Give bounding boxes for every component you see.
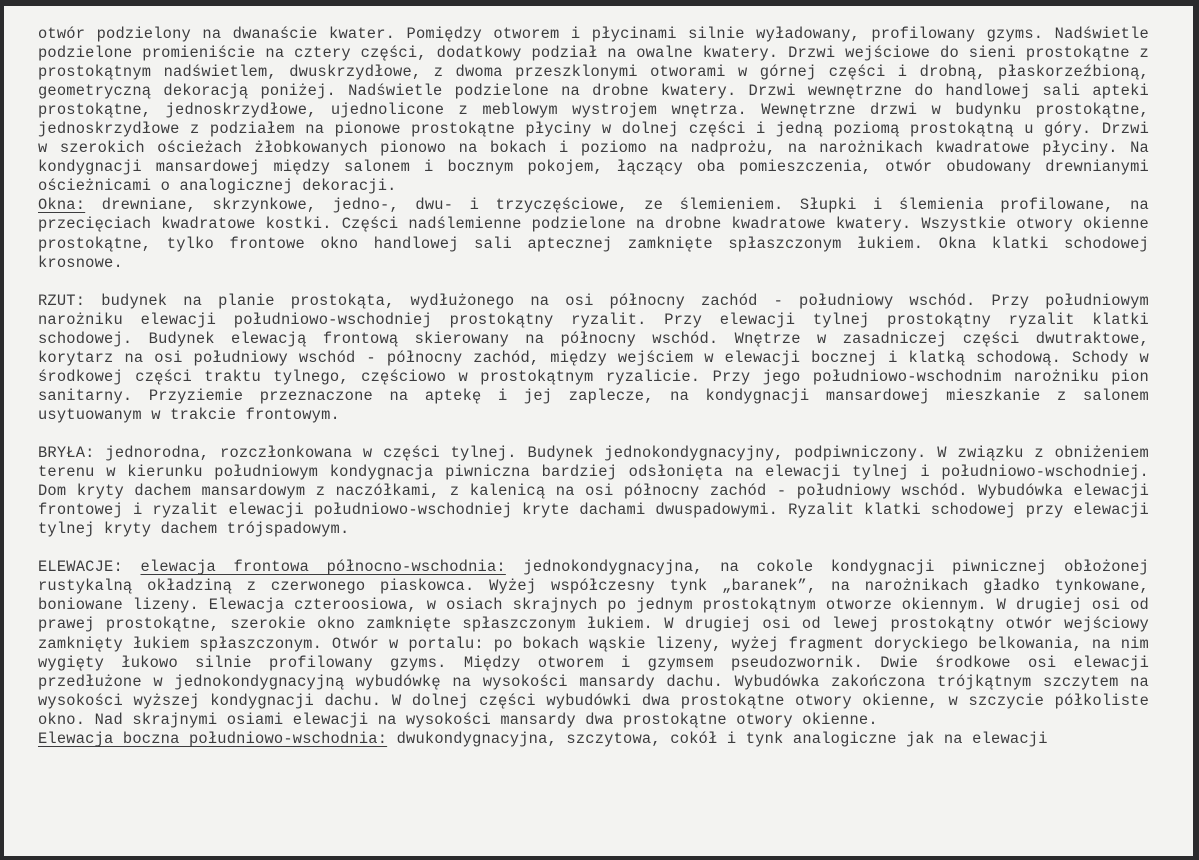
- elevations-heading: ELEWACJE:: [38, 558, 123, 577]
- elevations-section: [38, 558, 1149, 729]
- front-elevation-text: jednokondygnacyjna, na cokole kondygnacji piwnicznej obłożonej rustykalną okładziną z czerwonego piaskowca. Wyżej współczesny tynk „baranek”, na narożnikach gładko tynkowane, boniowane lizeny. Elewacja czteroosiowa, w osiach skrajnych po jednym prostokątnym otworze okiennym. W drugiej osi od prawej prostokątne, szerokie okno zamknięte spłaszczonym łukiem. W drugiej osi od lewej prostokątny otwór wejściowy zamknięty łukiem spłaszczonym. Otwór w portalu: po bokach wąskie lizeny, wyżej fragment doryckiego belkowania, na nim wygięty łukowo silnie profilowany gzyms. Między otworem i gzymsem pseudozwornik. Dwie środkowe osi elewacji przedłużone w jednokondygnacyjną wybudówkę na wysokości mansardy dachu. Wybudówka zakończona trójkątnym szczytem na wysokości wyższej kondygnacji dachu. W dolnej części wybudówki dwa prostokątne otwory okienne, w szczycie półkoliste okno. Nad skrajnymi osiami elewacji na wysokości mansardy dwa prostokątne otwory okienne.: [38, 558, 1149, 729]
- side-elevation-section: [38, 730, 1149, 749]
- document-body: [38, 25, 1149, 749]
- front-elevation-heading: elewacja frontowa północno-wschodnia:: [140, 558, 506, 577]
- windows-section: [38, 196, 1149, 272]
- paragraph-gap: [38, 539, 1149, 558]
- scanned-page: [4, 6, 1193, 856]
- massing-text: jednorodna, rozczłonkowana w części tylnej. Budynek jednokondygnacyjny, podpiwniczony. W związku z obniżeniem terenu w kierunku południowym kondygnacja piwniczna bardziej odsłonięta na elewacji tylnej i południowo-wschodniej. Dom kryty dachem mansardowym z naczółkami, z kalenicą na osi północny zachód - południowy wschód. Wybudówka elewacji frontowej i ryzalit elewacji południowo-wschodniej kryte dachami dwuspadowymi. Ryzalit klatki schodowej przy elewacji tylnej kryty dachem trójspadowym.: [38, 444, 1149, 539]
- doors-section-continuation: otwór podzielony na dwanaście kwater. Pomiędzy otworem i płycinami silnie wyładowany, profilowany gzyms. Nadświetle podzielone promieniście na cztery części, dodatkowy podział na owalne kwatery. Drzwi wejściowe do sieni prostokątne z prostokątnym nadświetlem, dwuskrzydłowe, z dwoma przeszklonymi otworami w górnej części i drobną, płaskorzeźbioną, geometryczną dekoracją poniżej. Nadświetle podzielone na drobne kwatery. Drzwi wewnętrzne do handlowej sali apteki prostokątne, jednoskrzydłowe, ujednolicone z meblowym wystrojem wnętrza. Wewnętrzne drzwi w budynku prostokątne, jednoskrzydłowe z podziałem na pionowe prostokątne płyciny w dolnej części i jedną poziomą prostokątną u góry. Drzwi w szerokich ościeżach żłobkowanych pionowo na bokach i poziomo na nadprożu, na narożnikach kwadratowe płyciny. Na kondygnacji mansardowej między salonem i bocznym pokojem, łączący oba pomieszczenia, otwór obudowany drewnianymi ościeżnicami o analogicznej dekoracji.: [38, 25, 1149, 196]
- massing-section: [38, 444, 1149, 539]
- windows-heading: Okna:: [38, 196, 86, 215]
- plan-section: [38, 292, 1149, 425]
- paragraph-gap: [38, 425, 1149, 444]
- plan-heading: RZUT:: [38, 291, 86, 310]
- massing-heading: BRYŁA:: [38, 444, 95, 463]
- paragraph-gap: [38, 273, 1149, 292]
- plan-text: budynek na planie prostokąta, wydłużonego na osi północny zachód - południowy wschód. Przy południowym narożniku elewacji południowo-wschodniej prostokątny ryzalit. Przy elewacji tylnej prostokątny ryzalit klatki schodowej. Budynek elewacją frontową skierowany na północny wschód. Wnętrze w zasadniczej części dwutraktowe, korytarz na osi południowy wschód - północny zachód, między wejściem w elewacji bocznej i klatką schodową. Schody w środkowej części traktu tylnego, częściowo w prostokątnym ryzalicie. Przy jego południowo-wschodnim narożniku pion sanitarny. Przyziemie przeznaczone na aptekę i jej zaplecze, na kondygnacji mansardowej mieszkanie z salonem usytuowanym w trakcie frontowym.: [38, 291, 1149, 424]
- windows-text: drewniane, skrzynkowe, jedno-, dwu- i trzyczęściowe, ze ślemieniem. Słupki i ślemienia profilowane, na przecięciach kwadratowe kostki. Części nadślemienne podzielone na drobne kwadratowe kwatery. Wszystkie otwory okienne prostokątne, tylko frontowe okno handlowej sali aptecznej zamknięte spłaszczonym łukiem. Okna klatki schodowej krosnowe.: [38, 196, 1149, 272]
- side-elevation-text: dwukondygnacyjna, szczytowa, cokół i tynk analogiczne jak na elewacji: [387, 729, 1048, 748]
- side-elevation-heading: Elewacja boczna południowo-wschodnia:: [38, 729, 388, 748]
